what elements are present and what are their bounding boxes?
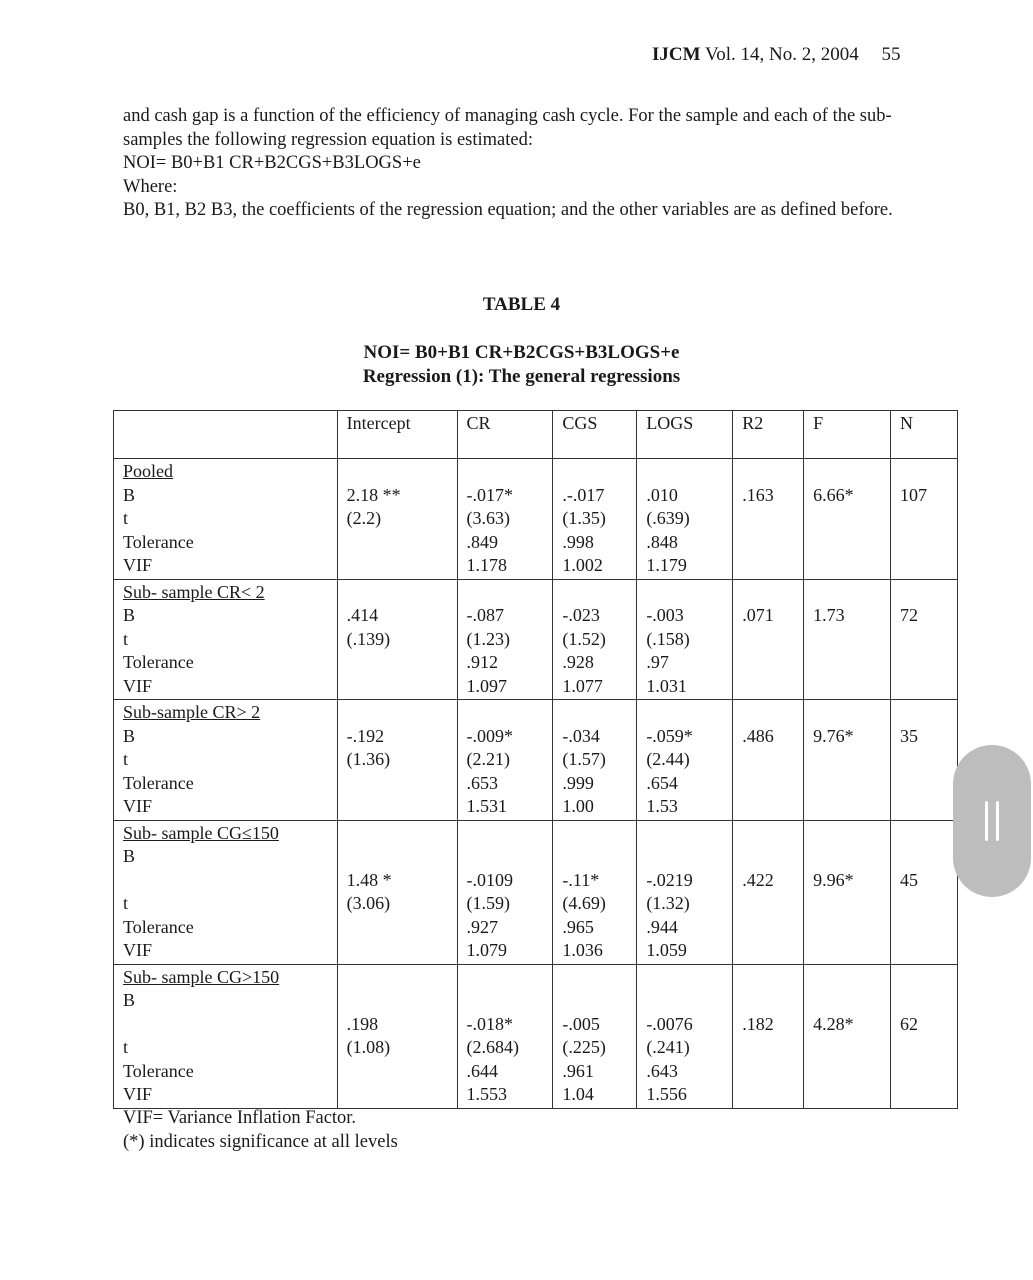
table-value: -.059* bbox=[646, 725, 693, 746]
table-value: (1.59) bbox=[466, 893, 510, 913]
row-label: t bbox=[123, 1037, 129, 1057]
f-cell bbox=[804, 459, 891, 580]
table-row bbox=[114, 579, 958, 700]
table-value: 1.73 bbox=[813, 605, 845, 625]
row-label: Tolerance bbox=[123, 1060, 194, 1081]
n-cell bbox=[891, 700, 958, 821]
f-cell bbox=[804, 700, 891, 821]
group-label: Sub- sample CR< 2 bbox=[123, 581, 265, 602]
column-header: F bbox=[804, 411, 891, 459]
table-value: 1.00 bbox=[562, 796, 594, 816]
row-label: B bbox=[123, 725, 136, 746]
table-equation: NOI= B0+B1 CR+B2CGS+B3LOGS+e bbox=[363, 342, 680, 363]
table-value: .965 bbox=[562, 916, 594, 937]
table-value: 9.76* bbox=[813, 725, 854, 746]
table-value: .848 bbox=[646, 531, 678, 552]
intro-text bbox=[123, 105, 923, 223]
table-value: (.158) bbox=[646, 628, 690, 649]
row-label: VIF bbox=[123, 555, 153, 575]
table-value: -.11* bbox=[562, 869, 600, 890]
table-value: 1.031 bbox=[646, 675, 687, 696]
table-value: 1.097 bbox=[466, 675, 507, 696]
f-cell bbox=[804, 964, 891, 1108]
table-value: (1.36) bbox=[346, 749, 391, 769]
column-header: R2 bbox=[733, 411, 804, 459]
table-value: .182 bbox=[742, 1013, 774, 1034]
header-blank bbox=[114, 411, 338, 459]
r2-cell bbox=[733, 964, 804, 1108]
table-value: 107 bbox=[900, 484, 928, 505]
table-value: -.023 bbox=[562, 605, 600, 625]
table-value: 35 bbox=[900, 725, 919, 746]
table-value: 6.66* bbox=[813, 484, 854, 505]
table-value: -.0219 bbox=[646, 869, 693, 890]
intro-equation: NOI= B0+B1 CR+B2CGS+B3LOGS+e bbox=[123, 153, 421, 173]
cgs-cell bbox=[553, 964, 637, 1108]
table-value: .198 bbox=[346, 1013, 379, 1034]
table-value: (3.06) bbox=[346, 893, 391, 913]
cgs-cell bbox=[553, 700, 637, 821]
table-value: .163 bbox=[742, 484, 774, 505]
table-value: 1.179 bbox=[646, 555, 687, 575]
r2-cell bbox=[733, 820, 804, 964]
table-value: -.003 bbox=[646, 605, 684, 625]
table-row bbox=[114, 820, 958, 964]
row-label: B bbox=[123, 484, 136, 505]
table-value: .999 bbox=[562, 772, 594, 793]
table-value: (.225) bbox=[562, 1037, 606, 1057]
r2-cell bbox=[733, 579, 804, 700]
logs-cell bbox=[637, 964, 733, 1108]
row-label-cell bbox=[114, 700, 338, 821]
table-value: -.017* bbox=[466, 484, 513, 505]
row-label-cell bbox=[114, 579, 338, 700]
table-value: .97 bbox=[646, 652, 669, 672]
table-row bbox=[114, 964, 958, 1108]
intro-paragraph: and cash gap is a function of the efficiency of managing cash cycle. For the sample and each of the sub- samples the following regression equation is estimated: bbox=[123, 106, 892, 150]
intercept-cell bbox=[337, 579, 457, 700]
row-label: VIF bbox=[123, 675, 153, 696]
table-value: (1.35) bbox=[562, 508, 606, 528]
row-label: Tolerance bbox=[123, 772, 194, 793]
row-label: t bbox=[123, 749, 129, 769]
table-row bbox=[114, 459, 958, 580]
logs-cell bbox=[637, 579, 733, 700]
cgs-cell bbox=[553, 459, 637, 580]
logs-cell bbox=[637, 459, 733, 580]
n-cell bbox=[891, 579, 958, 700]
column-header: Intercept bbox=[337, 411, 457, 459]
regression-table bbox=[113, 410, 958, 1109]
row-label-cell bbox=[114, 459, 338, 580]
row-label-cell bbox=[114, 964, 338, 1108]
group-label: Sub-sample CR> 2 bbox=[123, 702, 261, 722]
table-value: -.192 bbox=[346, 725, 385, 746]
table-value: 1.079 bbox=[466, 940, 507, 960]
table-subtitle: Regression (1): The general regressions bbox=[362, 366, 681, 387]
table-value: .643 bbox=[646, 1060, 678, 1081]
row-label-cell bbox=[114, 820, 338, 964]
n-cell bbox=[891, 820, 958, 964]
table-value: (.639) bbox=[646, 508, 690, 528]
table-row bbox=[114, 700, 958, 821]
table-value: .928 bbox=[562, 652, 594, 672]
footnotes bbox=[123, 1106, 398, 1154]
table-value: (1.32) bbox=[646, 893, 690, 913]
table-value: 1.531 bbox=[466, 796, 507, 816]
table-value: 1.556 bbox=[646, 1084, 687, 1104]
row-label: Tolerance bbox=[123, 531, 194, 552]
table-value: -.034 bbox=[562, 725, 600, 746]
table-value: -.009* bbox=[466, 725, 513, 746]
pause-bars-icon bbox=[985, 801, 999, 841]
r2-cell bbox=[733, 700, 804, 821]
n-cell bbox=[891, 459, 958, 580]
table-value: 2.18 ** bbox=[346, 484, 401, 505]
row-label: t bbox=[123, 508, 129, 528]
table-value: (2.44) bbox=[646, 749, 690, 769]
table-value: -.018* bbox=[466, 1013, 513, 1034]
row-label: Tolerance bbox=[123, 652, 194, 672]
table-value: -.0109 bbox=[466, 869, 513, 890]
cr-cell bbox=[457, 459, 553, 580]
table-value: (2.2) bbox=[346, 508, 382, 528]
intercept-cell bbox=[337, 820, 457, 964]
table-value: (2.684) bbox=[466, 1037, 519, 1057]
table-value: (1.57) bbox=[562, 749, 606, 769]
table-value: .644 bbox=[466, 1060, 498, 1081]
cgs-cell bbox=[553, 579, 637, 700]
table-value: .422 bbox=[742, 869, 774, 890]
intercept-cell bbox=[337, 459, 457, 580]
table-value: 1.077 bbox=[562, 675, 603, 696]
table-value: 9.96* bbox=[813, 869, 854, 890]
table-value: 1.002 bbox=[562, 555, 603, 575]
group-label: Sub- sample CG≤150 bbox=[123, 822, 279, 843]
group-label: Sub- sample CG>150 bbox=[123, 966, 280, 987]
table-value: 45 bbox=[900, 869, 919, 890]
table-value: -.087 bbox=[466, 605, 504, 625]
table-value: (1.52) bbox=[562, 628, 606, 649]
cr-cell bbox=[457, 964, 553, 1108]
row-label: t bbox=[123, 893, 129, 913]
table-value: (.241) bbox=[646, 1037, 690, 1057]
cr-cell bbox=[457, 700, 553, 821]
table-body bbox=[114, 459, 958, 1109]
column-header: N bbox=[891, 411, 958, 459]
table-value: .653 bbox=[466, 772, 498, 793]
table-value: .849 bbox=[466, 531, 498, 552]
table-value: (2.21) bbox=[466, 749, 510, 769]
table-value: 62 bbox=[900, 1013, 919, 1034]
row-label: B bbox=[123, 846, 136, 866]
f-cell bbox=[804, 579, 891, 700]
f-cell bbox=[804, 820, 891, 964]
table-value: .486 bbox=[742, 725, 774, 746]
table-value: 4.28* bbox=[813, 1013, 854, 1034]
table-value: .912 bbox=[466, 652, 498, 672]
row-label: Tolerance bbox=[123, 916, 194, 937]
page-number: 55 bbox=[881, 44, 901, 65]
footnote-significance: (*) indicates significance at all levels bbox=[123, 1132, 398, 1152]
table-value: (1.08) bbox=[346, 1037, 391, 1057]
column-header: CGS bbox=[553, 411, 637, 459]
table-header-row bbox=[114, 411, 958, 459]
table-value: -.005 bbox=[562, 1013, 600, 1034]
table-value: (3.63) bbox=[466, 508, 510, 528]
logs-cell bbox=[637, 700, 733, 821]
group-label: Pooled bbox=[123, 461, 174, 481]
table-value: .927 bbox=[466, 916, 498, 937]
table-value: .-.017 bbox=[562, 484, 605, 505]
table-value: 1.059 bbox=[646, 940, 687, 960]
table-value: (1.23) bbox=[466, 628, 510, 649]
table-value: 1.036 bbox=[562, 940, 603, 960]
cgs-cell bbox=[553, 820, 637, 964]
table-value: 72 bbox=[900, 605, 919, 625]
intro-coefficients: B0, B1, B2 B3, the coefficients of the regression equation; and the other variables are as defined before. bbox=[123, 200, 893, 220]
running-header bbox=[652, 44, 901, 66]
row-label: t bbox=[123, 628, 129, 649]
intro-where: Where: bbox=[123, 176, 178, 197]
logs-cell bbox=[637, 820, 733, 964]
table-value: .414 bbox=[346, 605, 379, 625]
table-value: 1.178 bbox=[466, 555, 507, 575]
cr-cell bbox=[457, 579, 553, 700]
row-label: VIF bbox=[123, 940, 153, 960]
table-value: .944 bbox=[646, 916, 678, 937]
row-label: VIF bbox=[123, 796, 153, 816]
scroll-handle[interactable] bbox=[953, 745, 1031, 897]
table-value: 1.553 bbox=[466, 1084, 507, 1104]
table-value: .998 bbox=[562, 531, 594, 552]
intercept-cell bbox=[337, 964, 457, 1108]
footnote-vif: VIF= Variance Inflation Factor. bbox=[123, 1108, 357, 1128]
table-value: (.139) bbox=[346, 628, 391, 649]
table-value: .071 bbox=[742, 605, 774, 625]
table-value: (4.69) bbox=[562, 893, 606, 913]
table-value: 1.04 bbox=[562, 1084, 594, 1104]
cr-cell bbox=[457, 820, 553, 964]
row-label: B bbox=[123, 605, 136, 625]
table-value: .961 bbox=[562, 1060, 594, 1081]
journal-volume: Vol. 14, No. 2, 2004 bbox=[704, 44, 859, 65]
table-value: -.0076 bbox=[646, 1013, 693, 1034]
table-caption: TABLE 4 bbox=[482, 294, 561, 315]
intercept-cell bbox=[337, 700, 457, 821]
journal-name: IJCM bbox=[652, 44, 701, 65]
table-value: .010 bbox=[646, 484, 678, 505]
row-label: VIF bbox=[123, 1084, 153, 1104]
column-header: LOGS bbox=[637, 411, 733, 459]
r2-cell bbox=[733, 459, 804, 580]
table-value: 1.48 * bbox=[346, 869, 392, 890]
table-value: .654 bbox=[646, 772, 678, 793]
table-value: 1.53 bbox=[646, 796, 678, 816]
row-label: B bbox=[123, 990, 136, 1010]
n-cell bbox=[891, 964, 958, 1108]
column-header: CR bbox=[457, 411, 553, 459]
